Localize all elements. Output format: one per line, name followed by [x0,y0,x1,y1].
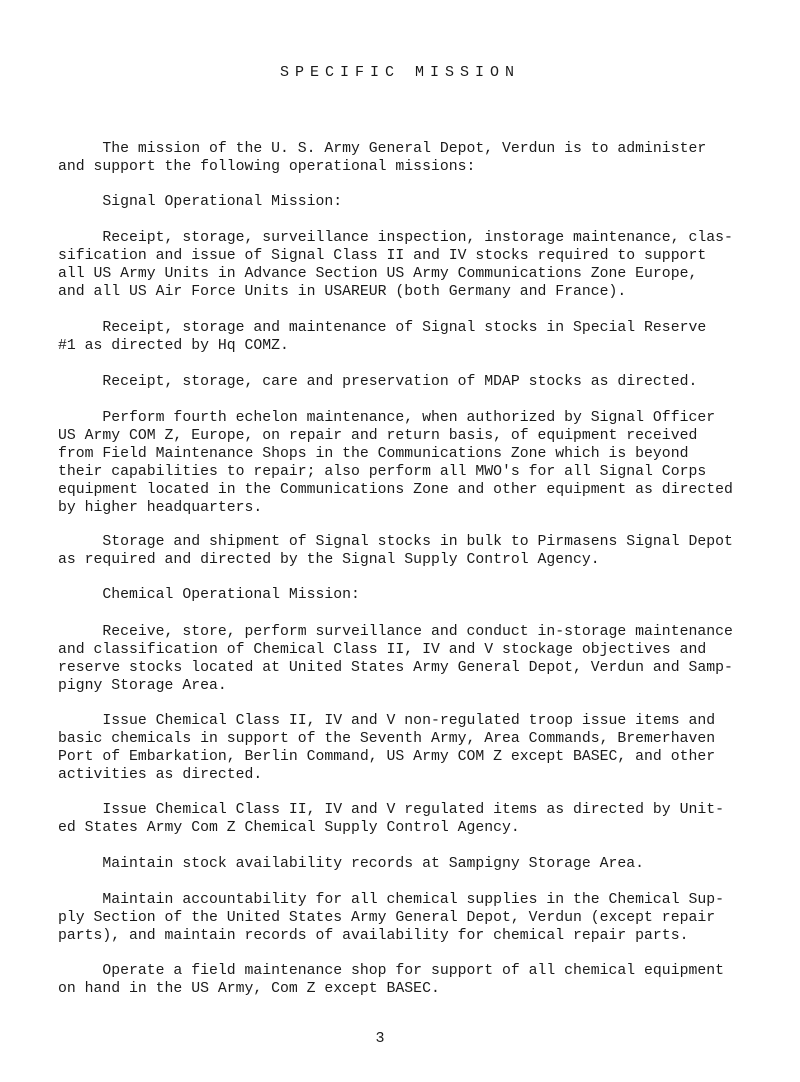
text-line: ed States Army Com Z Chemical Supply Control Agency. [58,820,520,836]
text-line: Storage and shipment of Signal stocks in bulk to Pirmasens Signal Depot [58,534,733,550]
page-number: 3 [375,1030,385,1047]
text-line: activities as directed. [58,767,263,783]
text-line: Receive, store, perform surveillance and conduct in-storage maintenance [58,624,733,640]
text-line: The mission of the U. S. Army General Depot, Verdun is to administer [58,141,707,157]
page-title: SPECIFIC MISSION [279,64,521,81]
section-heading-chemical: Chemical Operational Mission: [58,587,360,603]
text-line: Port of Embarkation, Berlin Command, US Army COM Z except BASEC, and other [58,749,716,765]
text-line: Receipt, storage and maintenance of Signal stocks in Special Reserve [58,320,707,336]
text-line: and all US Air Force Units in USAREUR (both Germany and France). [58,284,627,300]
text-line: Maintain accountability for all chemical supplies in the Chemical Sup- [58,892,724,908]
text-line: basic chemicals in support of the Seventh Army, Area Commands, Bremerhaven [58,731,716,747]
text-line: all US Army Units in Advance Section US Army Communications Zone Europe, [58,266,698,282]
text-line: US Army COM Z, Europe, on repair and return basis, of equipment received [58,428,698,444]
text-line: by higher headquarters. [58,500,263,516]
text-line: Perform fourth echelon maintenance, when authorized by Signal Officer [58,410,716,426]
text-line: on hand in the US Army, Com Z except BASEC. [58,981,440,997]
text-line: Operate a field maintenance shop for support of all chemical equipment [58,963,724,979]
text-line: ply Section of the United States Army General Depot, Verdun (except repair [58,910,716,926]
text-line: and classification of Chemical Class II, IV and V stockage objectives and [58,642,707,658]
text-line: Receipt, storage, care and preservation of MDAP stocks as directed. [58,374,698,390]
text-line: reserve stocks located at United States Army General Depot, Verdun and Samp- [58,660,733,676]
text-line: Receipt, storage, surveillance inspection, instorage maintenance, clas- [58,230,733,246]
text-line: parts), and maintain records of availability for chemical repair parts. [58,928,689,944]
text-line: Issue Chemical Class II, IV and V regulated items as directed by Unit- [58,802,724,818]
text-line: sification and issue of Signal Class II and IV stocks required to support [58,248,707,264]
section-heading-signal: Signal Operational Mission: [58,194,343,210]
text-line: their capabilities to repair; also perform all MWO's for all Signal Corps [58,464,707,480]
text-line: from Field Maintenance Shops in the Communications Zone which is beyond [58,446,689,462]
text-line: pigny Storage Area. [58,678,227,694]
text-line: and support the following operational missions: [58,159,476,175]
text-line: Maintain stock availability records at Sampigny Storage Area. [58,856,645,872]
text-line: Issue Chemical Class II, IV and V non-regulated troop issue items and [58,713,716,729]
text-line: equipment located in the Communications Zone and other equipment as directed [58,482,733,498]
text-line: as required and directed by the Signal Supply Control Agency. [58,552,600,568]
text-line: #1 as directed by Hq COMZ. [58,338,289,354]
